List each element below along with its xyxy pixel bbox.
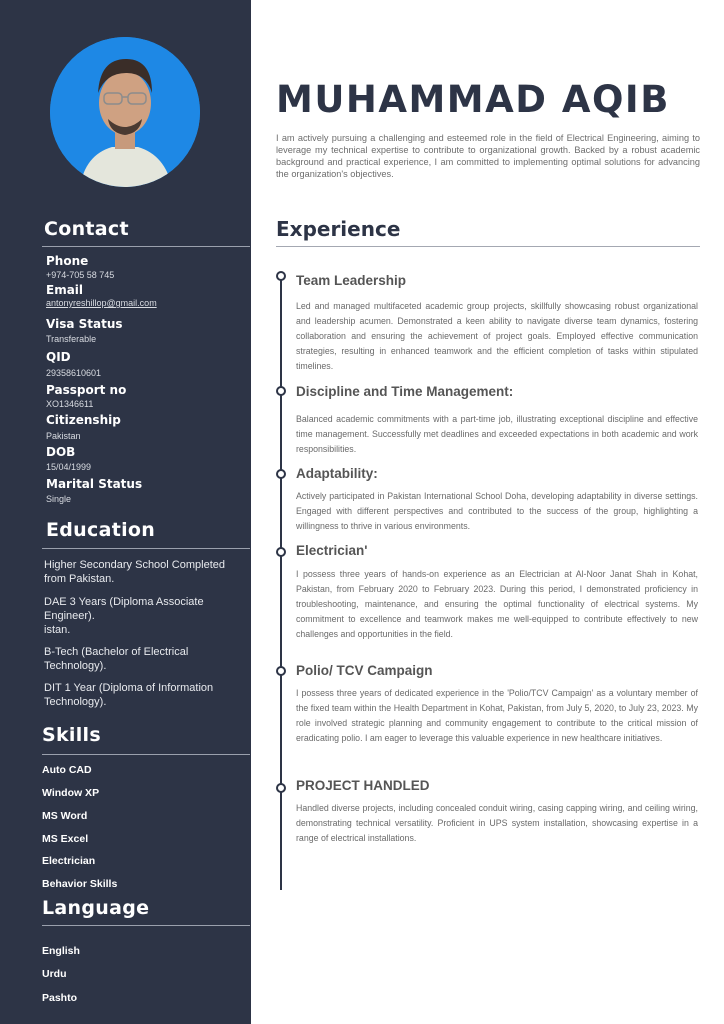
passport-value: XO1346611	[46, 399, 94, 409]
dob-value: 15/04/1999	[46, 462, 92, 472]
experience-description: Balanced academic commitments with a part-time job, illustrating exceptional discipline and effective time management. Successfully met deadlines and exceeded expectations in both academic and work responsibilities.	[296, 414, 698, 454]
experience-description: Actively participated in Pakistan International School Doha, developing adaptability in diverse settings. Engaged with different perspectives and contributed to the success of the group, highlighting a willingness to thrive in various environments.	[296, 491, 698, 531]
skills-heading: Skills	[42, 724, 101, 746]
skill-item: MS Excel	[42, 833, 89, 845]
timeline-dot	[276, 271, 286, 281]
experience-title: Electrician'	[296, 543, 368, 558]
education-divider	[42, 548, 250, 549]
education-heading: Education	[46, 519, 156, 541]
experience-divider	[276, 246, 700, 247]
phone-value: +974-705 58 745	[46, 270, 115, 280]
profile-summary: I am actively pursuing a challenging and esteemed role in the field of Electrical Engineering, aiming to leverage my technical expertise to contribute to organizational growth. Backed by a robust academic background and practical experience, I am committed to implementing optimal solutions for advancing the organization's objectives.	[276, 133, 700, 179]
skill-item: MS Word	[42, 810, 88, 822]
sidebar	[0, 0, 251, 1024]
experience-description: I possess three years of dedicated experience in the 'Polio/TCV Campaign' as a voluntary member of the fixed team within the Health Department in Kohat, Pakistan, from July 5, 2020, to July 23, 2023. My role involved strategic planning and community engagement to contribute to the critical mission of eradicating polio. I am eager to leverage this valuable experience in new healthcare initiatives.	[296, 688, 698, 743]
marital-status-label: Marital Status	[46, 477, 143, 491]
citizenship-label: Citizenship	[46, 413, 121, 427]
language-item: English	[42, 945, 80, 957]
timeline-dot	[276, 666, 286, 676]
passport-label: Passport no	[46, 383, 127, 397]
education-item: DIT 1 Year (Diploma of Information Technology).	[44, 682, 214, 708]
phone-label: Phone	[46, 254, 89, 268]
education-item: DAE 3 Years (Diploma Associate Engineer). istan.	[44, 596, 204, 636]
language-item: Urdu	[42, 968, 67, 980]
experience-description: I possess three years of hands-on experience as an Electrician at Al-Noor Janat Shah in Kohat, Pakistan, from February 2020 to February 2023. During this period, I demonstrated proficiency in troubleshooting, maintenance, and ensuring the optimal functionality of electrical systems. My commitment to excellence and teamwork makes me well-equipped to contribute effectively to new challenges and opportunities in the field.	[296, 569, 698, 639]
skills-divider	[42, 754, 250, 755]
education-item: B-Tech (Bachelor of Electrical Technology).	[44, 646, 189, 672]
visa-status-value: Transferable	[46, 334, 97, 344]
email-label: Email	[46, 283, 84, 297]
dob-label: DOB	[46, 445, 76, 459]
citizenship-value: Pakistan	[46, 431, 81, 441]
contact-divider	[42, 246, 250, 247]
language-heading: Language	[42, 897, 150, 919]
experience-title: Team Leadership	[296, 273, 407, 288]
language-item: Pashto	[42, 992, 78, 1004]
visa-status-label: Visa Status	[46, 317, 123, 331]
profile-photo	[50, 37, 200, 187]
candidate-name: MUHAMMAD AQIB	[276, 78, 670, 121]
timeline-dot	[276, 783, 286, 793]
skill-item: Auto CAD	[42, 764, 92, 776]
experience-description: Handled diverse projects, including concealed conduit wiring, casing capping wiring, and ceiling wiring, demonstrating technical versatility. Proficient in UPS system installation, showcasing expertise in a range of electrical installations.	[296, 803, 698, 843]
experience-title: Adaptability:	[296, 466, 378, 481]
timeline-line	[280, 278, 282, 890]
qid-label: QID	[46, 350, 71, 364]
experience-heading: Experience	[276, 217, 401, 241]
qid-value: 29358610601	[46, 368, 102, 378]
experience-title: Discipline and Time Management:	[296, 384, 514, 399]
timeline-dot	[276, 547, 286, 557]
language-divider	[42, 925, 250, 926]
experience-title: Polio/ TCV Campaign	[296, 663, 433, 678]
skill-item: Electrician	[42, 855, 96, 867]
experience-description: Led and managed multifaceted academic group projects, skillfully showcasing robust organizational and leadership acumen. Demonstrated a keen ability to navigate diverse team dynamics, fostering collaboration and ensuring the achievement of project goals. Employed effective communication strategies, resulting in enhanced teamwork and the efficient completion of tasks within stipulated timelines.	[296, 301, 698, 371]
timeline-dot	[276, 386, 286, 396]
skill-item: Window XP	[42, 787, 100, 799]
email-link[interactable]: antonyreshillop@gmail.com	[46, 298, 157, 308]
education-item: Higher Secondary School Completed from Pakistan.	[44, 559, 225, 585]
marital-status-value: Single	[46, 494, 72, 504]
experience-title: PROJECT HANDLED	[296, 778, 430, 793]
skill-item: Behavior Skills	[42, 878, 118, 890]
timeline-dot	[276, 469, 286, 479]
contact-heading: Contact	[44, 218, 129, 240]
